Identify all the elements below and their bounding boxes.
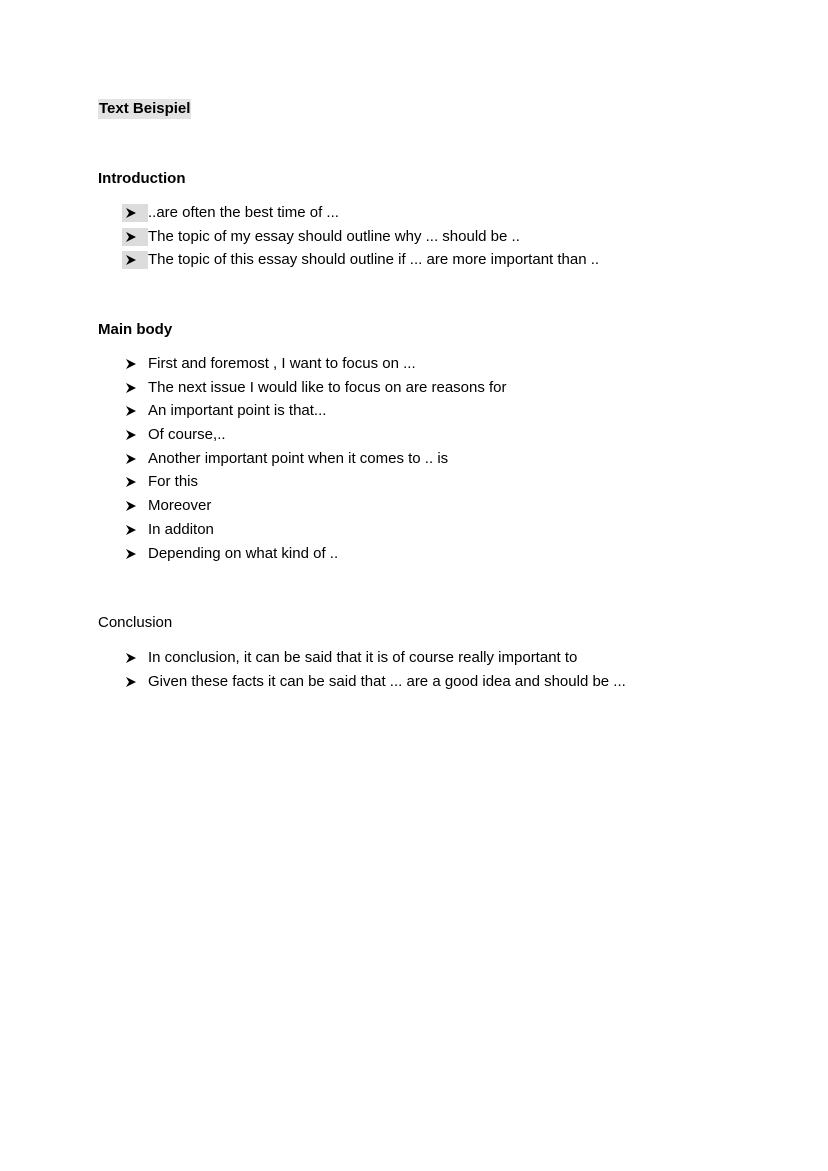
list-item-text: Depending on what kind of .. [148, 544, 339, 562]
list-item-text: The topic of my essay should outline why ... should be .. [148, 227, 520, 245]
arrowhead-bullet-icon [122, 251, 148, 269]
arrowhead-bullet-icon [122, 670, 148, 694]
arrowhead-bullet-icon [122, 204, 148, 222]
arrowhead-bullet-icon [122, 423, 148, 447]
list-item-text: Of course,.. [148, 426, 226, 444]
introduction-heading: Introduction [98, 170, 186, 187]
list-item-text: Another important point when it comes to .. is [148, 449, 449, 467]
list-item-text: ..are often the best time of ... [148, 204, 339, 221]
list-item-text: Given these facts it can be said that ... are a good idea and should be ... [148, 672, 626, 690]
document-title: Text Beispiel [99, 100, 191, 117]
list-item-text: In additon [148, 520, 214, 538]
arrowhead-bullet-icon [122, 494, 148, 518]
arrowhead-bullet-icon [122, 447, 148, 471]
arrowhead-bullet-icon [122, 399, 148, 423]
conclusion-heading: Conclusion [98, 614, 173, 631]
arrowhead-bullet-icon [122, 542, 148, 566]
arrowhead-bullet-icon [122, 376, 148, 400]
arrowhead-bullet-icon [122, 470, 148, 494]
main-body-heading: Main body [98, 321, 173, 338]
list-item-text: First and foremost , I want to focus on ... [148, 355, 416, 372]
list-item-text: Moreover [148, 497, 212, 515]
arrowhead-bullet-icon [122, 518, 148, 542]
arrowhead-bullet-icon [122, 646, 148, 670]
arrowhead-bullet-icon [122, 352, 148, 376]
list-item-text: The next issue I would like to focus on are reasons for [148, 378, 507, 396]
list-item-text: In conclusion, it can be said that it is of course really important to [148, 649, 578, 666]
list-item-text: An important point is that... [148, 402, 327, 420]
list-item-text: The topic of this essay should outline if ... are more important than .. [148, 251, 600, 269]
arrowhead-bullet-icon [122, 228, 148, 246]
list-item-text: For this [148, 473, 199, 491]
